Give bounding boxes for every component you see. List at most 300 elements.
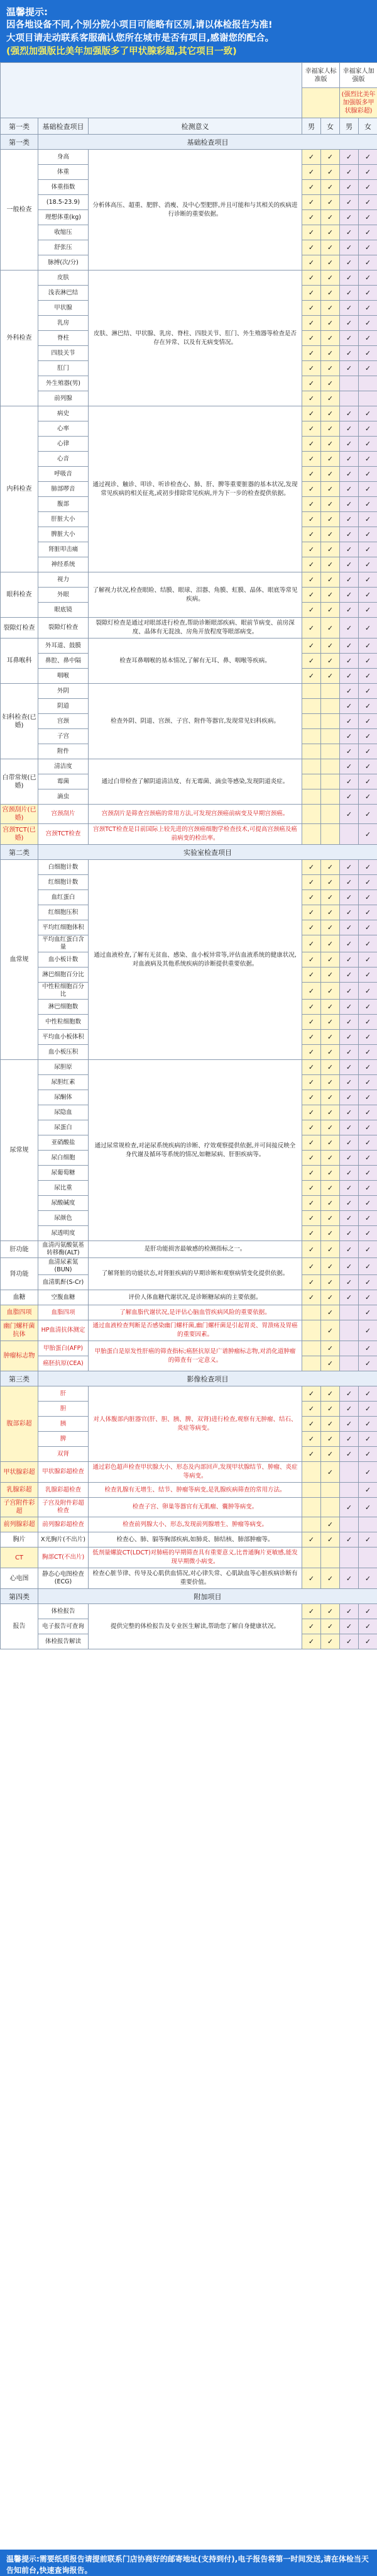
check-mark: ✓ bbox=[340, 952, 359, 967]
check-mark: ✓ bbox=[321, 1045, 340, 1060]
package-standard-note bbox=[302, 88, 340, 118]
check-mark: ✓ bbox=[302, 952, 321, 967]
check-mark: ✓ bbox=[321, 255, 340, 270]
check-mark: ✓ bbox=[321, 1402, 340, 1417]
section-row bbox=[1, 845, 377, 860]
check-mark: ✓ bbox=[359, 935, 377, 952]
table-row bbox=[1, 1483, 377, 1498]
check-mark: ✓ bbox=[302, 1196, 321, 1211]
check-mark: ✓ bbox=[359, 361, 377, 376]
item-cell: 病史 bbox=[38, 406, 89, 421]
item-cell: 平均血小板体积 bbox=[38, 1030, 89, 1045]
item-cell: 尿葡萄糖 bbox=[38, 1166, 89, 1181]
check-mark: ✓ bbox=[359, 789, 377, 805]
check-mark: ✓ bbox=[359, 225, 377, 240]
empty-mark bbox=[302, 684, 321, 699]
item-cell: 鼻腔、鼻中隔 bbox=[38, 654, 89, 669]
empty-mark bbox=[302, 805, 321, 824]
check-mark: ✓ bbox=[302, 1181, 321, 1196]
empty-mark bbox=[321, 1547, 340, 1568]
section-title: 实验室检查项目 bbox=[38, 845, 377, 860]
check-mark: ✓ bbox=[359, 1030, 377, 1045]
check-mark: ✓ bbox=[340, 905, 359, 920]
empty-mark bbox=[321, 824, 340, 845]
table-row bbox=[1, 1386, 377, 1402]
empty-mark bbox=[302, 744, 321, 759]
category-cell: 甲状腺彩超 bbox=[1, 1462, 38, 1483]
item-cell: 外阴 bbox=[38, 684, 89, 699]
empty-mark bbox=[302, 714, 321, 729]
item-cell: 双肾 bbox=[38, 1447, 89, 1462]
item-cell: 裂隙灯检查 bbox=[38, 618, 89, 638]
category-cell: 报告 bbox=[1, 1604, 38, 1649]
check-mark: ✓ bbox=[321, 935, 340, 952]
category-cell: 胸片 bbox=[1, 1532, 38, 1547]
check-mark: ✓ bbox=[359, 301, 377, 316]
meaning-cell: 裂隙灯检查是通过对眼部进行检查,帮助诊断眼部疾病、眼前节病变、前房深度、晶体有无混浊、房角开放程度等眼部病变。 bbox=[89, 618, 302, 638]
check-mark: ✓ bbox=[302, 1258, 321, 1275]
item-cell: 舒张压 bbox=[38, 240, 89, 255]
check-mark: ✓ bbox=[359, 1105, 377, 1120]
check-mark: ✓ bbox=[359, 527, 377, 542]
item-cell: 附件 bbox=[38, 744, 89, 759]
section-row bbox=[1, 1371, 377, 1386]
check-mark: ✓ bbox=[321, 1060, 340, 1075]
check-mark: ✓ bbox=[359, 1462, 377, 1483]
check-mark: ✓ bbox=[359, 406, 377, 421]
item-cell: 腹部 bbox=[38, 497, 89, 512]
check-mark: ✓ bbox=[359, 482, 377, 497]
item-cell: 空腹血糖 bbox=[38, 1290, 89, 1305]
package-standard: 幸福家人标准版 bbox=[302, 63, 340, 88]
item-cell: 肺部啰音 bbox=[38, 482, 89, 497]
header-female-plus: 女 bbox=[359, 118, 377, 135]
table-row bbox=[1, 1341, 377, 1356]
category-cell: 一般检查 bbox=[1, 150, 38, 270]
category-cell: 腹部彩超 bbox=[1, 1386, 38, 1462]
empty-mark bbox=[340, 1356, 359, 1371]
check-mark: ✓ bbox=[302, 557, 321, 572]
empty-mark bbox=[340, 1462, 359, 1483]
check-mark: ✓ bbox=[302, 1226, 321, 1241]
check-mark: ✓ bbox=[302, 240, 321, 255]
check-mark: ✓ bbox=[321, 1166, 340, 1181]
check-mark: ✓ bbox=[321, 967, 340, 983]
check-mark: ✓ bbox=[359, 699, 377, 714]
meaning-cell: 检查心脏节律、传导及心肌供血情况,对心律失常、心肌缺血等心脏疾病诊断有重要价值。 bbox=[89, 1568, 302, 1589]
table-row bbox=[1, 1290, 377, 1305]
meaning-cell: 是肝功能损害最敏感的检测指标之一。 bbox=[89, 1241, 302, 1258]
category-cell: 宫颈刮片(已婚) bbox=[1, 805, 38, 824]
item-cell: 尿蛋白 bbox=[38, 1120, 89, 1135]
empty-mark bbox=[302, 824, 321, 845]
check-mark: ✓ bbox=[359, 905, 377, 920]
check-mark: ✓ bbox=[359, 1151, 377, 1166]
check-mark: ✓ bbox=[359, 1619, 377, 1634]
empty-mark bbox=[321, 729, 340, 744]
check-mark: ✓ bbox=[321, 905, 340, 920]
item-cell: 宫颈 bbox=[38, 714, 89, 729]
meaning-cell: 评价人体血糖代谢状况,是诊断糖尿病的主要依据。 bbox=[89, 1290, 302, 1305]
check-mark: ✓ bbox=[321, 316, 340, 331]
check-mark: ✓ bbox=[321, 361, 340, 376]
check-mark: ✓ bbox=[321, 1568, 340, 1589]
table-row bbox=[1, 618, 377, 638]
check-mark: ✓ bbox=[302, 421, 321, 437]
item-cell: 白细胞计数 bbox=[38, 860, 89, 875]
empty-mark bbox=[359, 1547, 377, 1568]
notice-line: 因各地设备不同,个别分院小项目可能略有区别,请以体检报告为准! bbox=[6, 20, 273, 30]
item-cell: 宫颈刮片 bbox=[38, 805, 89, 824]
check-mark: ✓ bbox=[302, 255, 321, 270]
check-mark: ✓ bbox=[321, 376, 340, 391]
item-cell: 外眼 bbox=[38, 588, 89, 603]
check-mark: ✓ bbox=[340, 1447, 359, 1462]
check-mark: ✓ bbox=[359, 255, 377, 270]
table-row bbox=[1, 150, 377, 165]
check-mark: ✓ bbox=[340, 1532, 359, 1547]
check-mark: ✓ bbox=[321, 331, 340, 346]
check-mark: ✓ bbox=[302, 1105, 321, 1120]
package-header-row bbox=[1, 63, 377, 88]
table-row bbox=[1, 572, 377, 588]
check-mark: ✓ bbox=[359, 669, 377, 684]
check-mark: ✓ bbox=[359, 240, 377, 255]
empty-mark bbox=[302, 699, 321, 714]
check-mark: ✓ bbox=[340, 1619, 359, 1634]
item-cell: HP血清抗体测定 bbox=[38, 1320, 89, 1341]
check-mark: ✓ bbox=[340, 452, 359, 467]
section-label: 第二类 bbox=[1, 845, 38, 860]
check-mark: ✓ bbox=[321, 1275, 340, 1290]
section-title: 基础检查项目 bbox=[38, 135, 377, 150]
check-mark: ✓ bbox=[340, 774, 359, 789]
check-mark: ✓ bbox=[321, 437, 340, 452]
check-mark: ✓ bbox=[321, 654, 340, 669]
section-title: 影像检查项目 bbox=[38, 1371, 377, 1386]
check-mark: ✓ bbox=[321, 1386, 340, 1402]
check-mark: ✓ bbox=[359, 1447, 377, 1462]
check-mark: ✓ bbox=[302, 1000, 321, 1015]
empty-mark bbox=[302, 1320, 321, 1341]
check-mark: ✓ bbox=[359, 1075, 377, 1090]
meaning-cell: 了解视力状况,检查眼睑、结膜、眼球、泪器、角膜、虹膜、晶体、眼底等常见疾病。 bbox=[89, 572, 302, 618]
check-mark: ✓ bbox=[321, 1258, 340, 1275]
check-mark: ✓ bbox=[302, 210, 321, 225]
check-mark: ✓ bbox=[359, 165, 377, 180]
item-cell: 脾脏大小 bbox=[38, 527, 89, 542]
item-cell: 脾 bbox=[38, 1432, 89, 1447]
item-cell: 肛门 bbox=[38, 361, 89, 376]
check-mark: ✓ bbox=[340, 603, 359, 618]
item-cell: 甲胎蛋白(AFP) bbox=[38, 1341, 89, 1356]
check-mark: ✓ bbox=[321, 1432, 340, 1447]
meaning-cell: 提供完整的体检报告及专业医生解读,帮助您了解自身健康状况。 bbox=[89, 1604, 302, 1649]
item-cell: 身高 bbox=[38, 150, 89, 165]
check-mark: ✓ bbox=[321, 588, 340, 603]
check-mark: ✓ bbox=[302, 588, 321, 603]
item-cell: 血红蛋白 bbox=[38, 890, 89, 905]
check-mark: ✓ bbox=[321, 1634, 340, 1649]
item-cell: 体重 bbox=[38, 165, 89, 180]
check-mark: ✓ bbox=[302, 542, 321, 557]
empty-mark bbox=[340, 1305, 359, 1320]
footer-notice: 温馨提示:需要纸质报告请提前联系门店协商好的邮寄地址(支持到付),电子报告将第一时间发送,请在体检当天告知前台,快速查询报告。 bbox=[0, 2550, 377, 2576]
check-mark: ✓ bbox=[340, 1181, 359, 1196]
check-mark: ✓ bbox=[359, 1483, 377, 1498]
check-mark: ✓ bbox=[359, 1135, 377, 1151]
check-mark: ✓ bbox=[359, 890, 377, 905]
check-mark: ✓ bbox=[359, 512, 377, 527]
check-mark: ✓ bbox=[359, 774, 377, 789]
item-cell: 宫颈TCT检查 bbox=[38, 824, 89, 845]
check-mark: ✓ bbox=[302, 983, 321, 1000]
notice-banner bbox=[0, 0, 377, 62]
check-mark: ✓ bbox=[302, 890, 321, 905]
category-cell: 妇科检查(已婚) bbox=[1, 684, 38, 759]
check-mark: ✓ bbox=[302, 1568, 321, 1589]
empty-mark bbox=[302, 1483, 321, 1498]
check-mark: ✓ bbox=[340, 180, 359, 195]
item-cell: X光胸片(不出片) bbox=[38, 1532, 89, 1547]
empty-mark bbox=[302, 1517, 321, 1532]
table-row bbox=[1, 1305, 377, 1320]
check-mark: ✓ bbox=[302, 572, 321, 588]
category-cell: 血糖 bbox=[1, 1290, 38, 1305]
meaning-cell: 检查子宫、卵巢等器官有无肌瘤、囊肿等病变。 bbox=[89, 1498, 302, 1517]
empty-mark bbox=[302, 759, 321, 774]
check-mark: ✓ bbox=[359, 684, 377, 699]
item-cell: 尿比重 bbox=[38, 1181, 89, 1196]
check-mark: ✓ bbox=[302, 406, 321, 421]
check-mark: ✓ bbox=[340, 1151, 359, 1166]
check-mark: ✓ bbox=[302, 1619, 321, 1634]
check-mark: ✓ bbox=[302, 1604, 321, 1619]
check-mark: ✓ bbox=[340, 789, 359, 805]
check-mark: ✓ bbox=[321, 150, 340, 165]
header-male-standard: 男 bbox=[302, 118, 321, 135]
check-mark: ✓ bbox=[359, 952, 377, 967]
check-mark: ✓ bbox=[302, 467, 321, 482]
check-mark: ✓ bbox=[321, 1030, 340, 1045]
check-mark: ✓ bbox=[359, 316, 377, 331]
check-mark: ✓ bbox=[359, 729, 377, 744]
empty-mark bbox=[321, 774, 340, 789]
item-cell: 胰 bbox=[38, 1417, 89, 1432]
check-mark: ✓ bbox=[359, 437, 377, 452]
check-mark: ✓ bbox=[359, 1000, 377, 1015]
check-mark: ✓ bbox=[321, 542, 340, 557]
check-mark: ✓ bbox=[340, 588, 359, 603]
item-cell: 前列腺彩超检查 bbox=[38, 1517, 89, 1532]
table-row bbox=[1, 1604, 377, 1619]
check-mark: ✓ bbox=[359, 1211, 377, 1226]
check-mark: ✓ bbox=[340, 890, 359, 905]
category-cell: 肾功能 bbox=[1, 1258, 38, 1290]
table-row bbox=[1, 1320, 377, 1341]
check-mark: ✓ bbox=[359, 860, 377, 875]
table-row bbox=[1, 1498, 377, 1517]
table-row bbox=[1, 759, 377, 774]
check-mark: ✓ bbox=[321, 1090, 340, 1105]
category-cell: 幽门螺杆菌抗体 bbox=[1, 1320, 38, 1341]
check-mark: ✓ bbox=[302, 654, 321, 669]
category-cell: 肝功能 bbox=[1, 1241, 38, 1258]
item-cell: 理想体重(kg) bbox=[38, 210, 89, 225]
check-mark: ✓ bbox=[340, 437, 359, 452]
meaning-cell: 皮肤、淋巴结、甲状腺、乳房、脊柱、四肢关节、肛门、外生殖器等检查是否存在异常、以及有无病变情况。 bbox=[89, 270, 302, 406]
table-row bbox=[1, 1568, 377, 1589]
item-cell: 体检报告解读 bbox=[38, 1634, 89, 1649]
check-mark: ✓ bbox=[321, 1181, 340, 1196]
check-mark: ✓ bbox=[340, 1604, 359, 1619]
meaning-cell: 检查前列腺大小、形态,发现前列腺增生、肿瘤等病变。 bbox=[89, 1517, 302, 1532]
check-mark: ✓ bbox=[359, 1634, 377, 1649]
check-mark: ✓ bbox=[302, 482, 321, 497]
check-mark: ✓ bbox=[321, 638, 340, 654]
item-cell: 乳腺彩超检查 bbox=[38, 1483, 89, 1498]
check-mark: ✓ bbox=[340, 1090, 359, 1105]
empty-mark bbox=[302, 1341, 321, 1356]
item-cell: 淋巴细胞百分比 bbox=[38, 967, 89, 983]
check-mark: ✓ bbox=[340, 1211, 359, 1226]
check-mark: ✓ bbox=[340, 805, 359, 824]
check-mark: ✓ bbox=[302, 316, 321, 331]
check-mark: ✓ bbox=[359, 1226, 377, 1241]
check-mark: ✓ bbox=[340, 1045, 359, 1060]
empty-mark bbox=[340, 1320, 359, 1341]
check-mark: ✓ bbox=[302, 860, 321, 875]
check-mark: ✓ bbox=[302, 512, 321, 527]
check-mark: ✓ bbox=[302, 1120, 321, 1135]
check-mark: ✓ bbox=[340, 316, 359, 331]
item-cell: 肝脏大小 bbox=[38, 512, 89, 527]
check-mark: ✓ bbox=[302, 1290, 321, 1305]
check-mark: ✓ bbox=[359, 150, 377, 165]
empty-mark bbox=[302, 1356, 321, 1371]
check-mark: ✓ bbox=[359, 1090, 377, 1105]
check-mark: ✓ bbox=[359, 195, 377, 210]
item-cell: 肝 bbox=[38, 1386, 89, 1402]
check-mark: ✓ bbox=[340, 1060, 359, 1075]
package-header-spacer bbox=[1, 63, 302, 118]
check-mark: ✓ bbox=[302, 1060, 321, 1075]
check-mark: ✓ bbox=[302, 618, 321, 638]
item-cell: 外耳道、鼓膜 bbox=[38, 638, 89, 654]
item-cell: 癌胚抗原(CEA) bbox=[38, 1356, 89, 1371]
check-mark: ✓ bbox=[359, 1015, 377, 1030]
table-row bbox=[1, 406, 377, 421]
notice-title: 温馨提示: bbox=[6, 6, 48, 18]
check-mark: ✓ bbox=[321, 1305, 340, 1320]
item-cell: 血清肌酐(S-Cr) bbox=[38, 1275, 89, 1290]
item-cell: 呼吸音 bbox=[38, 467, 89, 482]
check-mark: ✓ bbox=[321, 1105, 340, 1120]
check-mark: ✓ bbox=[321, 391, 340, 406]
check-mark: ✓ bbox=[359, 572, 377, 588]
check-mark: ✓ bbox=[359, 618, 377, 638]
empty-mark bbox=[359, 376, 377, 391]
check-mark: ✓ bbox=[302, 270, 321, 286]
meaning-cell: 通过视诊、触诊、叩诊、听诊检查心、肺、肝、脾等重要脏器的基本状况,发现常见疾病的相关征兆,或初步排除常见疾病,并为下一步的检查提供依据。 bbox=[89, 406, 302, 572]
check-mark: ✓ bbox=[321, 452, 340, 467]
item-cell: 心率 bbox=[38, 421, 89, 437]
check-mark: ✓ bbox=[302, 1402, 321, 1417]
check-mark: ✓ bbox=[340, 654, 359, 669]
meaning-cell: 检查耳鼻咽喉的基本情况,了解有无耳、鼻、咽喉等疾病。 bbox=[89, 638, 302, 684]
check-mark: ✓ bbox=[302, 1090, 321, 1105]
check-mark: ✓ bbox=[321, 1604, 340, 1619]
item-cell: 红细胞压积 bbox=[38, 905, 89, 920]
check-mark: ✓ bbox=[359, 875, 377, 890]
meaning-cell: 通过彩色超声检查甲状腺大小、形态及内部回声,发现甲状腺结节、肿瘤、炎症等病变。 bbox=[89, 1462, 302, 1483]
header-meaning: 检测意义 bbox=[89, 118, 302, 135]
check-mark: ✓ bbox=[321, 406, 340, 421]
check-mark: ✓ bbox=[321, 890, 340, 905]
check-mark: ✓ bbox=[321, 1226, 340, 1241]
check-mark: ✓ bbox=[340, 482, 359, 497]
check-mark: ✓ bbox=[340, 165, 359, 180]
item-cell: 尿酮体 bbox=[38, 1090, 89, 1105]
check-mark: ✓ bbox=[359, 603, 377, 618]
item-cell: 外生殖器(男) bbox=[38, 376, 89, 391]
check-mark: ✓ bbox=[340, 1568, 359, 1589]
check-mark: ✓ bbox=[340, 618, 359, 638]
check-mark: ✓ bbox=[302, 1417, 321, 1432]
table-row bbox=[1, 270, 377, 286]
empty-mark bbox=[340, 1517, 359, 1532]
check-mark: ✓ bbox=[340, 467, 359, 482]
category-cell: 血常规 bbox=[1, 860, 38, 1060]
check-mark: ✓ bbox=[321, 482, 340, 497]
meaning-cell: 宫颈TCT检查是目前国际上较先进的宫颈癌细胞学检查技术,可提高宫颈癌及癌前病变的检出率。 bbox=[89, 824, 302, 845]
check-mark: ✓ bbox=[302, 437, 321, 452]
item-cell: 尿胆红素 bbox=[38, 1075, 89, 1090]
check-mark: ✓ bbox=[359, 286, 377, 301]
item-cell: 清洁度 bbox=[38, 759, 89, 774]
check-mark: ✓ bbox=[359, 1498, 377, 1517]
check-mark: ✓ bbox=[359, 1417, 377, 1432]
item-cell: 神经系统 bbox=[38, 557, 89, 572]
check-mark: ✓ bbox=[359, 1386, 377, 1402]
check-mark: ✓ bbox=[340, 1000, 359, 1015]
empty-mark bbox=[359, 391, 377, 406]
item-cell: 体重指数 bbox=[38, 180, 89, 195]
check-mark: ✓ bbox=[340, 1030, 359, 1045]
check-mark: ✓ bbox=[302, 1532, 321, 1547]
empty-mark bbox=[340, 1547, 359, 1568]
check-mark: ✓ bbox=[340, 572, 359, 588]
check-mark: ✓ bbox=[340, 860, 359, 875]
check-mark: ✓ bbox=[321, 875, 340, 890]
check-mark: ✓ bbox=[302, 301, 321, 316]
item-cell: 收缩压 bbox=[38, 225, 89, 240]
check-mark: ✓ bbox=[340, 361, 359, 376]
meaning-cell: 检查心、肺、膈等胸部疾病,如肺炎、肺结核、肺部肿瘤等。 bbox=[89, 1532, 302, 1547]
item-cell: 眼底镜 bbox=[38, 603, 89, 618]
check-mark: ✓ bbox=[321, 527, 340, 542]
table-row bbox=[1, 638, 377, 654]
check-mark: ✓ bbox=[340, 1135, 359, 1151]
table-row bbox=[1, 824, 377, 845]
empty-mark bbox=[340, 1483, 359, 1498]
check-mark: ✓ bbox=[321, 1211, 340, 1226]
check-mark: ✓ bbox=[340, 1258, 359, 1275]
item-cell: 平均红细胞体积 bbox=[38, 920, 89, 935]
check-mark: ✓ bbox=[321, 983, 340, 1000]
check-mark: ✓ bbox=[302, 1386, 321, 1402]
item-cell: 亚硝酸盐 bbox=[38, 1135, 89, 1151]
